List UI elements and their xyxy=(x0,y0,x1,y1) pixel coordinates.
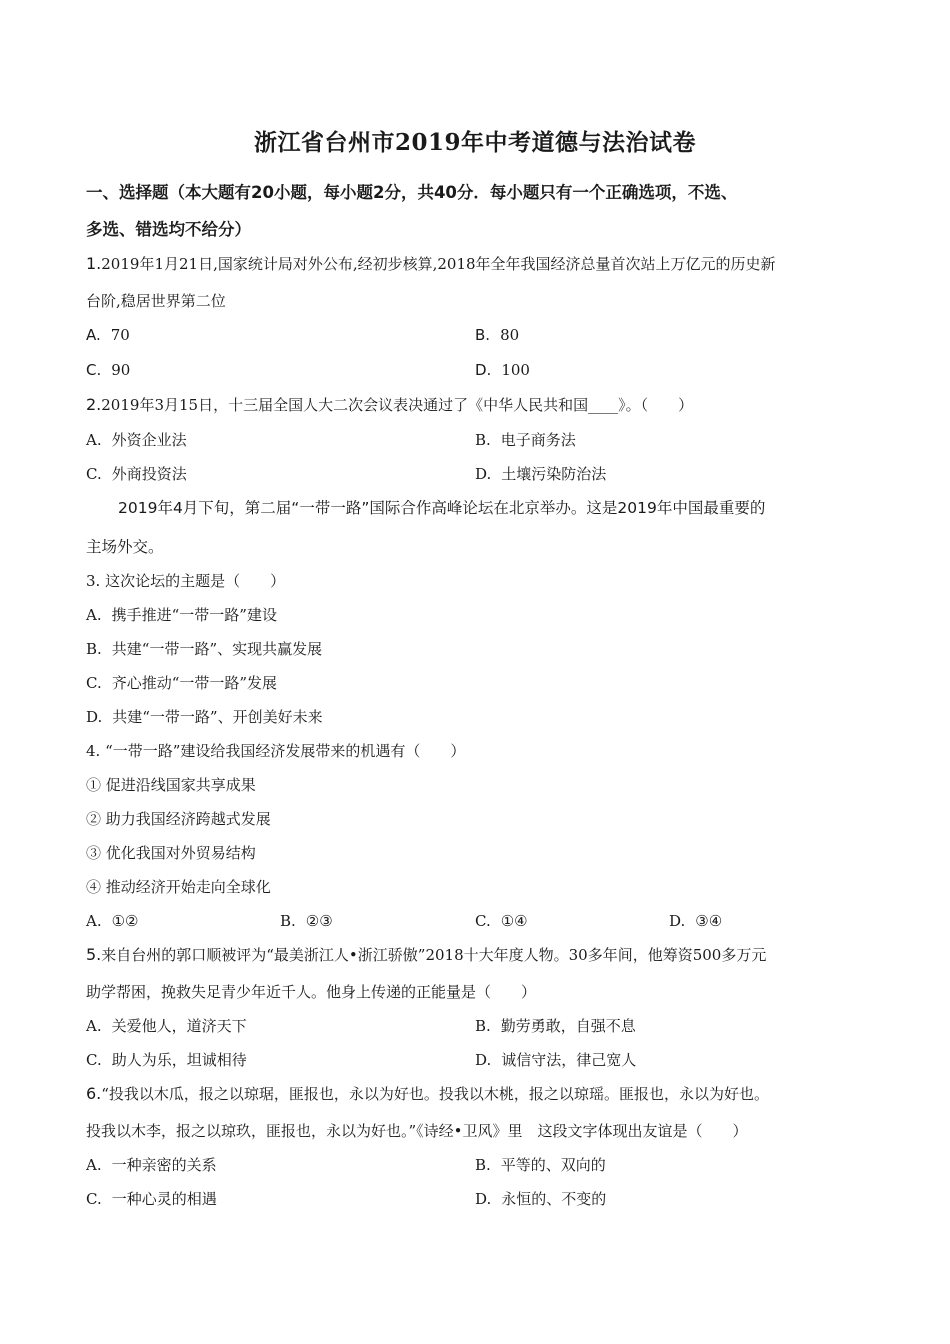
question-2-option-a xyxy=(86,430,187,450)
option-text: 共建“一带一路”、开创美好未来 xyxy=(112,708,323,726)
option-label: B. xyxy=(475,1156,491,1174)
option-text: 共建“一带一路”、实现共赢发展 xyxy=(111,640,323,658)
option-label: C. xyxy=(86,1051,102,1069)
option-label: C. xyxy=(86,465,102,483)
option-text: ①④ xyxy=(500,912,528,930)
section-heading-line-1: 一、选择题（本大题有20小题，每小题2分，共40分．每小题只有一个正确选项，不选、 xyxy=(86,183,738,202)
option-text: 土壤污染防治法 xyxy=(501,465,607,483)
option-text: 携手推进“一带一路”建设 xyxy=(111,606,277,624)
question-1-option-b xyxy=(475,325,519,345)
question-4-item-3: ③ 优化我国对外贸易结构 xyxy=(86,844,256,862)
option-label: D. xyxy=(475,1190,492,1208)
question-5-number: 5. xyxy=(86,945,102,964)
question-2-option-d xyxy=(475,464,606,484)
question-2-option-c xyxy=(86,464,187,484)
question-6-line-1 xyxy=(86,1084,769,1104)
option-text: 齐心推动“一带一路”发展 xyxy=(111,674,278,692)
question-5-line-2: 助学帮困，挽救失足青少年近千人。他身上传递的正能量是（ ） xyxy=(86,983,537,1001)
material-paragraph-line-2: 主场外交。 xyxy=(86,538,164,556)
material-paragraph-line-1: 2019年4月下旬，第二届“一带一路”国际合作高峰论坛在北京举办。这是2019年中国最重要的 xyxy=(118,499,766,517)
question-4-item-1: ① 促进沿线国家共享成果 xyxy=(86,776,256,794)
option-label: C. xyxy=(86,361,102,379)
option-text: ②③ xyxy=(305,912,333,930)
option-text: 一种亲密的关系 xyxy=(111,1156,217,1174)
question-2-number: 2. xyxy=(86,395,102,414)
question-5-line-1 xyxy=(86,945,766,965)
question-6-option-a xyxy=(86,1155,217,1175)
question-6-number: 6. xyxy=(86,1084,102,1103)
question-3-option-c xyxy=(86,673,277,693)
option-label: D. xyxy=(86,708,103,726)
option-label: C. xyxy=(475,912,491,930)
question-6-option-b xyxy=(475,1155,606,1175)
question-1-text: 2019年1月21日,国家统计局对外公布,经初步核算,2018年全年我国经济总量首次站上万亿元的历史新 xyxy=(101,255,776,273)
question-4-item-2: ② 助力我国经济跨越式发展 xyxy=(86,810,271,828)
question-6-option-d xyxy=(475,1189,606,1209)
question-5-text: 来自台州的郭口顺被评为“最美浙江人•浙江骄傲”2018十大年度人物。30多年间，他筹资500多万元 xyxy=(101,946,767,964)
option-label: D. xyxy=(475,465,492,483)
option-text: 关爱他人，道济天下 xyxy=(111,1017,247,1035)
option-text: 80 xyxy=(500,326,520,344)
question-4-option-a xyxy=(86,911,139,931)
question-4-option-c xyxy=(475,911,528,931)
question-6-line-2: 投我以木李，报之以琼玖，匪报也，永以为好也。”《诗经•卫风》里 这段文字体现出友谊是（ ） xyxy=(86,1122,748,1140)
option-text: 外商投资法 xyxy=(111,465,187,483)
question-5-option-a xyxy=(86,1016,247,1036)
option-label: C. xyxy=(86,674,102,692)
option-text: 电子商务法 xyxy=(500,431,576,449)
question-5-option-c xyxy=(86,1050,247,1070)
question-5-option-d xyxy=(475,1050,636,1070)
option-label: A. xyxy=(86,606,102,624)
option-label: D. xyxy=(475,1051,492,1069)
question-3-option-b xyxy=(86,639,322,659)
section-heading-line-2: 多选、错选均不给分） xyxy=(86,220,251,239)
option-label: D. xyxy=(669,912,686,930)
option-label: B. xyxy=(475,1017,491,1035)
option-label: A. xyxy=(86,912,102,930)
question-3-option-a xyxy=(86,605,277,625)
question-4-stem: 4. “一带一路”建设给我国经济发展带来的机遇有（ ） xyxy=(86,742,466,760)
option-text: 70 xyxy=(110,326,130,344)
option-label: B. xyxy=(475,431,491,449)
option-label: D. xyxy=(475,361,492,379)
question-3-option-d xyxy=(86,707,323,727)
option-text: ①② xyxy=(111,912,139,930)
question-6-text: “投我以木瓜，报之以琼琚，匪报也，永以为好也。投我以木桃，报之以琼瑶。匪报也，永以为好也。 xyxy=(101,1085,769,1103)
option-label: A. xyxy=(86,431,102,449)
option-label: B. xyxy=(86,640,102,658)
option-text: ③④ xyxy=(695,912,723,930)
page-title: 浙江省台州市2019年中考道德与法治试卷 xyxy=(253,129,696,156)
question-5-option-b xyxy=(475,1016,636,1036)
question-1-option-d xyxy=(475,360,530,380)
question-4-item-4: ④ 推动经济开始走向全球化 xyxy=(86,878,271,896)
question-1-line-2: 台阶,稳居世界第二位 xyxy=(86,292,226,310)
question-2-option-b xyxy=(475,430,576,450)
question-3-stem: 3. 这次论坛的主题是（ ） xyxy=(86,572,286,590)
option-text: 平等的、双向的 xyxy=(500,1156,606,1174)
question-2-text: 2019年3月15日，十三届全国人大二次会议表决通过了《中华人民共和国____》。（ ） xyxy=(101,396,694,414)
question-4-option-d xyxy=(669,911,722,931)
option-text: 诚信守法，律己宽人 xyxy=(501,1051,637,1069)
option-label: B. xyxy=(280,912,296,930)
option-label: C. xyxy=(86,1190,102,1208)
option-label: A. xyxy=(86,326,101,344)
question-1-number: 1. xyxy=(86,254,102,273)
question-4-option-b xyxy=(280,911,333,931)
option-text: 100 xyxy=(501,361,530,379)
question-2-stem xyxy=(86,395,693,415)
option-label: A. xyxy=(86,1156,102,1174)
question-6-option-c xyxy=(86,1189,217,1209)
option-text: 勤劳勇敢，自强不息 xyxy=(500,1017,636,1035)
option-text: 一种心灵的相遇 xyxy=(111,1190,217,1208)
question-1-option-c xyxy=(86,360,130,380)
option-label: A. xyxy=(86,1017,102,1035)
question-1-option-a xyxy=(86,325,130,345)
option-text: 外资企业法 xyxy=(111,431,187,449)
question-1-line-1 xyxy=(86,254,776,274)
option-label: B. xyxy=(475,326,491,344)
option-text: 90 xyxy=(111,361,131,379)
option-text: 永恒的、不变的 xyxy=(501,1190,607,1208)
option-text: 助人为乐，坦诚相待 xyxy=(111,1051,247,1069)
